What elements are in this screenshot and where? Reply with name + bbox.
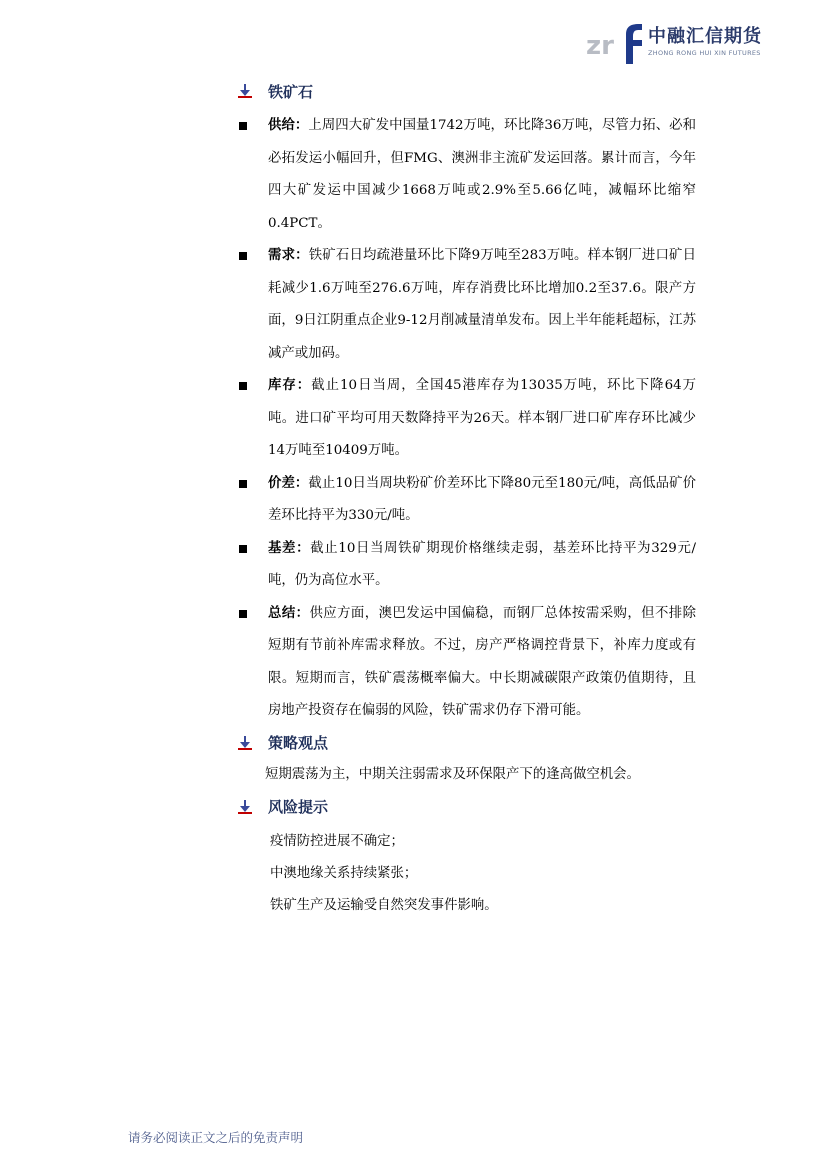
item-label: 基差： (268, 540, 311, 556)
disclaimer-footer: 请务必阅读正文之后的免责声明 (128, 1130, 304, 1145)
section-strategy-heading (236, 730, 696, 756)
section-title: 策略观点 (268, 734, 329, 752)
risk-line: 中澳地缘关系持续紧张； (270, 865, 418, 881)
risk-line: 疫情防控进展不确定； (270, 833, 404, 849)
item-label: 需求： (268, 248, 309, 263)
item-text: 截止10日当周铁矿期现价格继续走弱，基差环比持平为329元/吨，仍为高位水平。 (268, 540, 697, 588)
company-logo (586, 20, 762, 64)
strategy-text: 短期震荡为主，中期关注弱需求及环保限产下的逢高做空机会。 (265, 766, 640, 782)
square-bullet-icon (239, 610, 247, 618)
report-content (236, 78, 696, 922)
bullet-item-spread (236, 468, 696, 533)
item-label: 供给： (268, 118, 309, 133)
down-arrow-icon (238, 800, 252, 814)
zrf-logo-icon (586, 20, 644, 64)
item-text: 铁矿石日均疏港量环比下降9万吨至283万吨。样本钢厂进口矿日耗减少1.6万吨至276.6万吨，库存消费比环比增加0.2至37.6。限产方面，9日江阴重点企业9-12月削减量清单发布。因上半年能耗超标，江苏减产或加码。 (268, 248, 697, 361)
item-text: 上周四大矿发中国量1742万吨，环比降36万吨，尽管力拓、必和必拓发运小幅回升，但FMG、澳洲非主流矿发运回落。累计而言，今年四大矿发运中国减少1668万吨或2.9%至5.66亿吨，减幅环比缩窄0.4PCT。 (268, 118, 696, 231)
item-label: 库存： (268, 378, 312, 393)
svg-text:zr: zr (586, 31, 614, 61)
item-label: 总结： (268, 605, 310, 621)
square-bullet-icon (239, 382, 247, 390)
square-bullet-icon (239, 252, 247, 260)
down-arrow-icon (238, 736, 252, 750)
item-label: 价差： (268, 475, 309, 491)
section-iron-ore-heading (236, 78, 696, 104)
square-bullet-icon (239, 480, 247, 488)
down-arrow-icon (238, 84, 252, 98)
section-title: 风险提示 (268, 798, 329, 816)
bullet-item-basis (236, 533, 696, 598)
item-text: 供应方面，澳巴发运中国偏稳，而钢厂总体按需采购，但不排除短期有节前补库需求释放。不过，房产严格调控背景下，补库力度或有限。短期而言，铁矿震荡概率偏大。中长期减碳限产政策仍值期待，且房地产投资存在偏弱的风险，铁矿需求仍存下滑可能。 (268, 605, 697, 718)
bullet-item-supply (236, 110, 696, 240)
square-bullet-icon (239, 122, 247, 130)
bullet-item-inventory (236, 370, 696, 468)
item-text: 截止10日当周块粉矿价差环比下降80元至180元/吨，高低品矿价差环比持平为330元/吨。 (268, 475, 696, 523)
risk-line: 铁矿生产及运输受自然突发事件影响。 (270, 897, 498, 913)
logo-english-name: ZHONG RONG HUI XIN FUTURES (648, 49, 761, 57)
square-bullet-icon (239, 545, 247, 553)
section-title: 铁矿石 (268, 82, 314, 101)
logo-chinese-name: 中融汇信期货 (648, 26, 762, 47)
bullet-item-demand (236, 240, 696, 370)
bullet-item-summary (236, 598, 696, 728)
section-risk-heading (236, 794, 696, 820)
item-text: 截止10日当周，全国45港库存为13035万吨，环比下降64万吨。进口矿平均可用天数降持平为26天。样本钢厂进口矿库存环比减少14万吨至10409万吨。 (268, 378, 697, 458)
